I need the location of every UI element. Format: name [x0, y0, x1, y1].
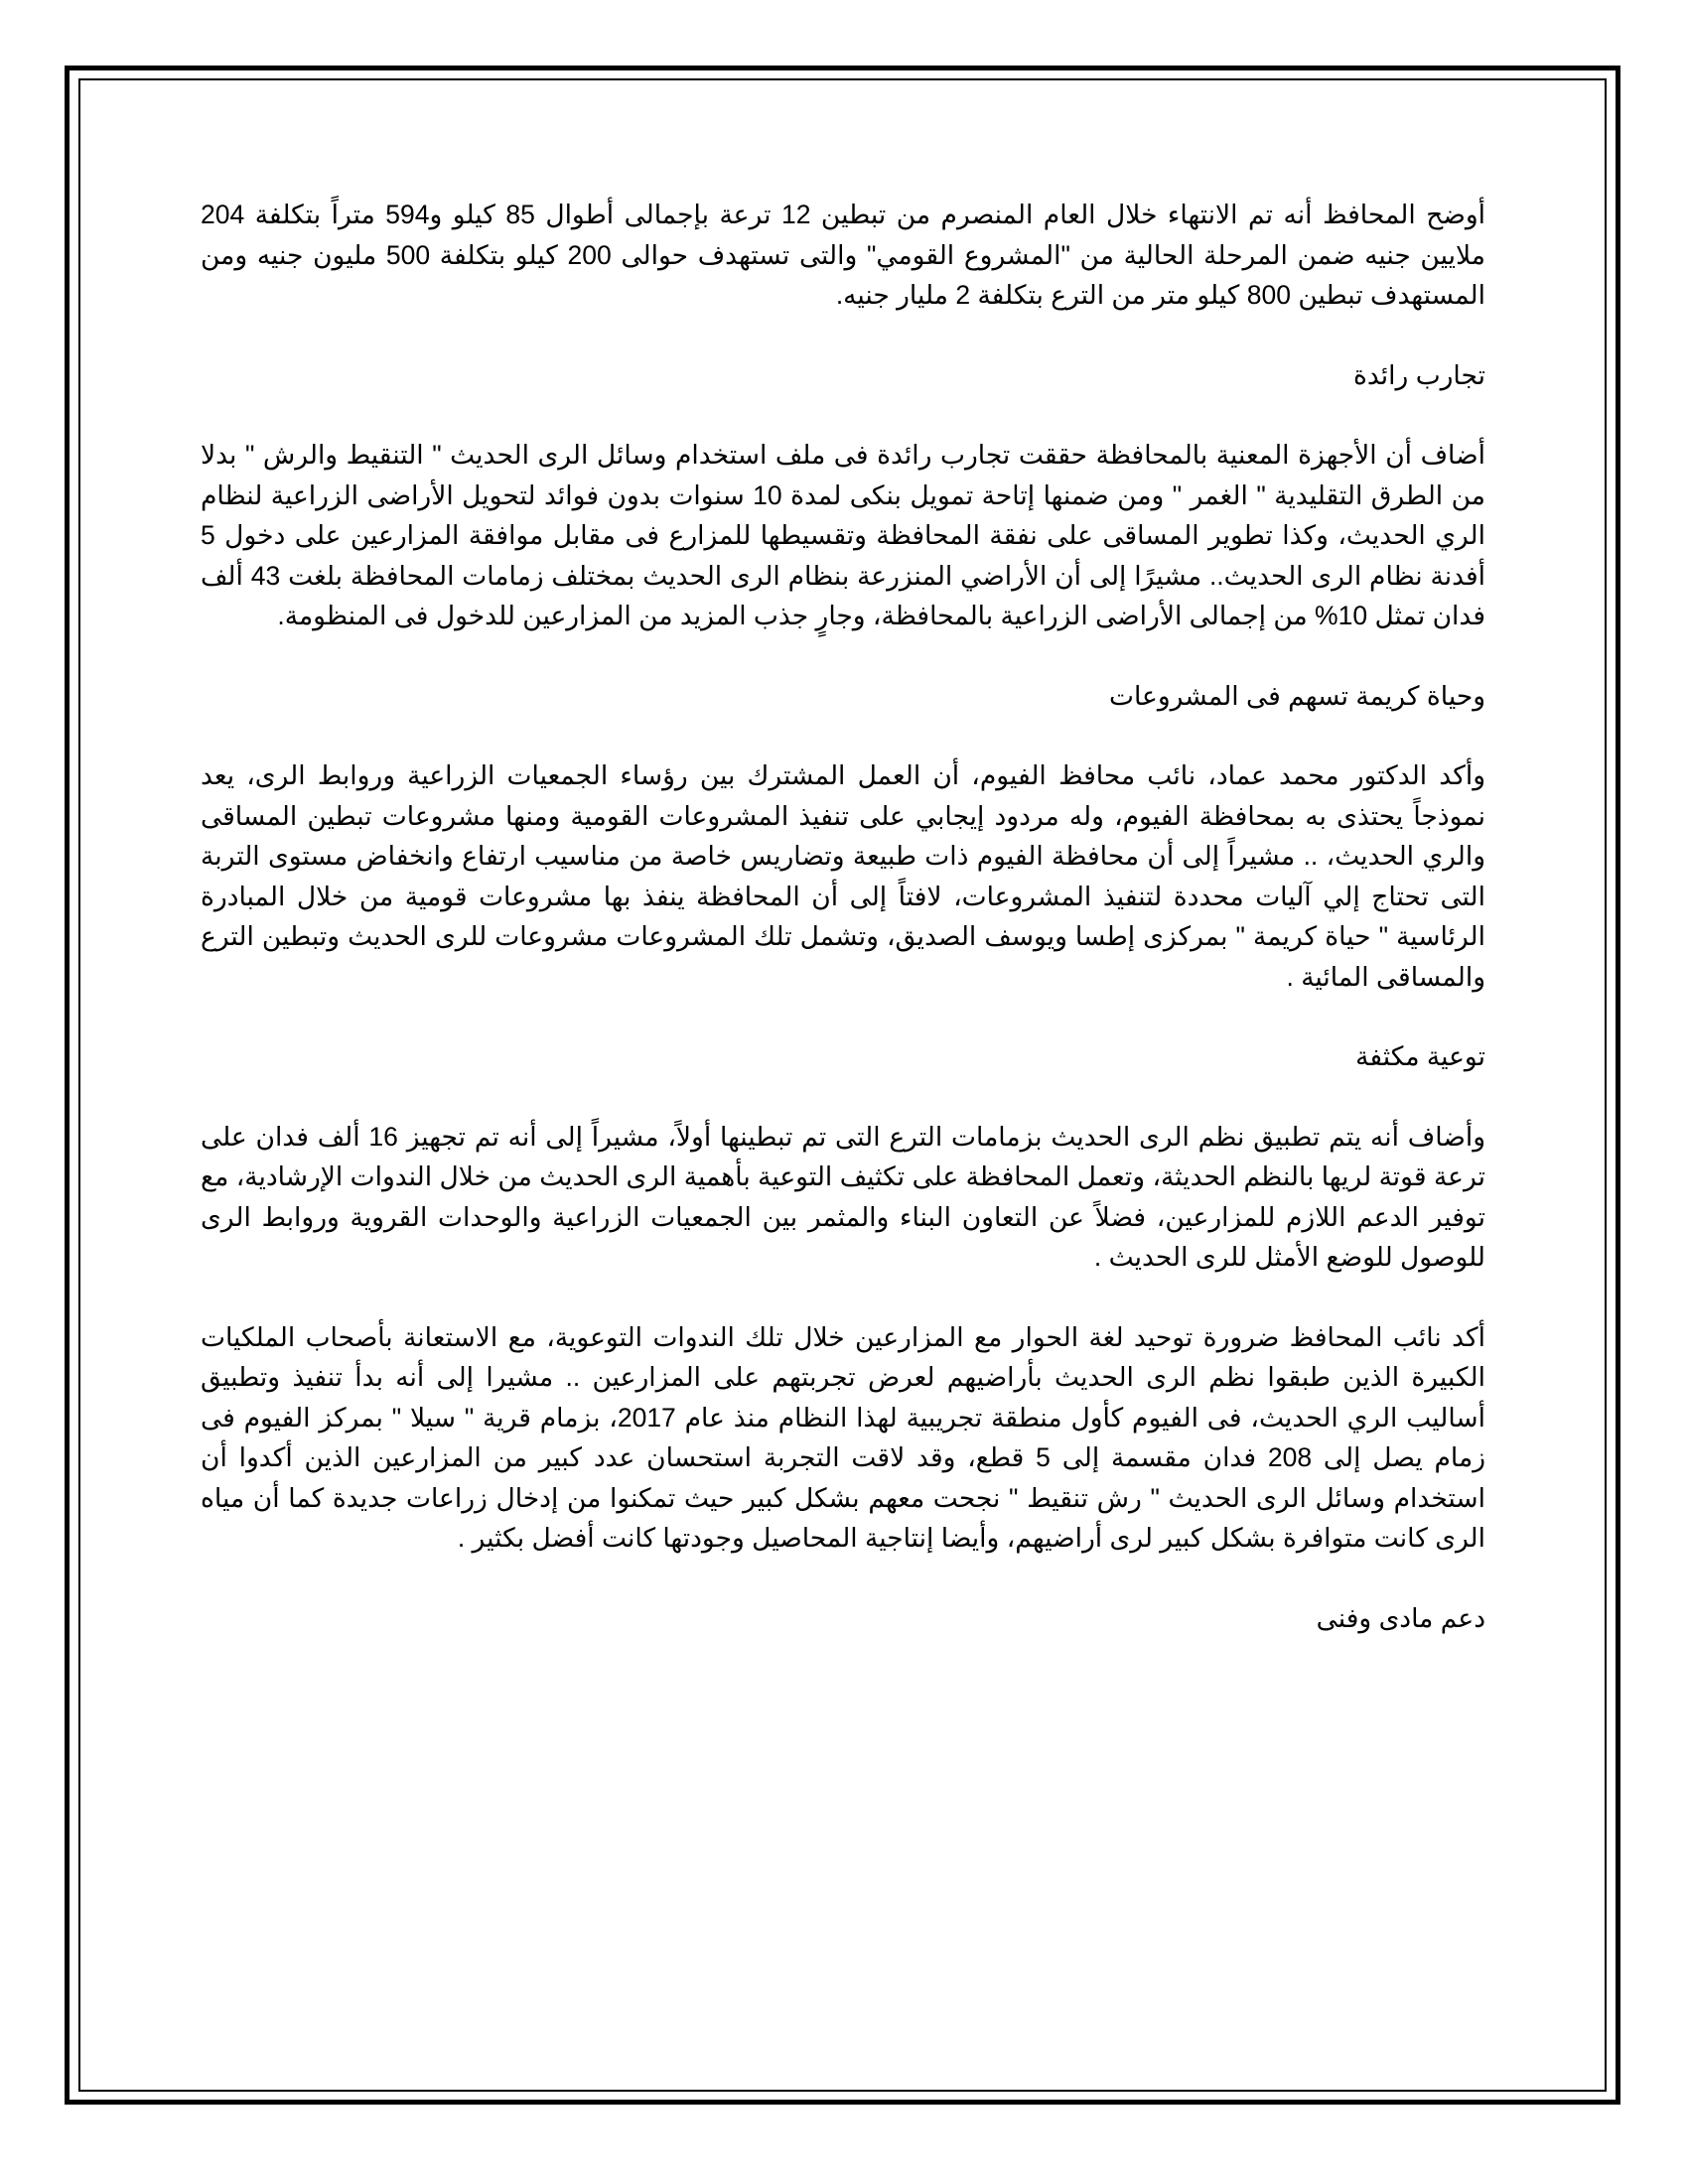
heading-decent-life: وحياة كريمة تسهم فى المشروعات [1109, 680, 1485, 711]
heading-material-technical-support: دعم مادى وفنى [1316, 1602, 1485, 1633]
paragraph-deputy-governor: وأكد الدكتور محمد عماد، نائب محافظ الفيوم، أن العمل المشترك بين رؤساء الجمعيات الزراعية وروابط الرى، يعد نموذجاً يحتذى به بمحافظة الفيوم، وله مردود إيجابي على تنفيذ المشروعات القومية ومنها مشروعات تبطين المساقى والري الحديث، .. مشيراً إلى أن محافظة الفيوم ذات طبيعة وتضاريس خاصة من مناسيب ارتفاع وانخفاض مستوى التربة التى تحتاج إلي آليات محددة لتنفيذ المشروعات، لافتاً إلى أن المحافظة ينفذ بها مشروعات قومية من خلال المبادرة الرئاسية " حياة كريمة " بمركزى إطسا ويوسف الصديق، وتشمل تلك المشروعات مشروعات للرى الحديث وتبطين الترع والمساقى المائية . [201, 760, 1485, 992]
paragraph-canal-lining: أوضح المحافظ أنه تم الانتهاء خلال العام المنصرم من تبطين 12 ترعة بإجمالى أطوال 85 كيلو و594 متراً بتكلفة 204 ملايين جنيه ضمن المرحلة الحالية من "المشروع القومي" والتى تستهدف حوالى 200 كيلو بتكلفة 500 مليون جنيه ومن المستهدف تبطين 800 كيلو متر من الترع بتكلفة 2 مليار جنيه. [201, 200, 1485, 310]
heading-pioneering-experiences: تجارب رائدة [1353, 359, 1485, 390]
heading-intensive-awareness: توعية مكثفة [1355, 1041, 1485, 1071]
paragraph-pilot-experiment: أكد نائب المحافظ ضرورة توحيد لغة الحوار مع المزارعين خلال تلك الندوات التوعوية، مع الاستعانة بأصحاب الملكيات الكبيرة الذين طبقوا نظم الرى الحديث بأراضيهم لعرض تجربتهم على المزارعين .. مشيرا إلى أنه بدأ تنفيذ وتطبيق أساليب الري الحديث، فى الفيوم كأول منطقة تجريبية لهذا النظام منذ عام 2017، بزمام قرية " سيلا " بمركز الفيوم فى زمام يصل إلى 208 فدان مقسمة إلى 5 قطع، وقد لاقت التجربة استحسان عدد كبير من المزارعين الذين أكدوا أن استخدام وسائل الرى الحديث " رش تنقيط " نجحت معهم بشكل كبير حيث تمكنوا من إدخال زراعات جديدة كما أن مياه الرى كانت متوافرة بشكل كبير لرى أراضيهم، وأيضا إنتاجية المحاصيل وجودتها كانت أفضل بكثير . [201, 1321, 1485, 1553]
paragraph-awareness-seminars: وأضاف أنه يتم تطبيق نظم الرى الحديث بزمامات الترع التى تم تبطينها أولاً، مشيراً إلى أنه تم تجهيز 16 ألف فدان على ترعة قوتة لريها بالنظم الحديثة، وتعمل المحافظة على تكثيف التوعية بأهمية الرى الحديث من خلال الندوات الإرشادية، مع توفير الدعم اللازم للمزارعين، فضلاً عن التعاون البناء والمثمر بين الجمعيات الزراعية والوحدات القروية وروابط الرى للوصول للوضع الأمثل للرى الحديث . [201, 1121, 1485, 1272]
paragraph-modern-irrigation: أضاف أن الأجهزة المعنية بالمحافظة حققت تجارب رائدة فى ملف استخدام وسائل الرى الحديث " التنقيط والرش " بدلا من الطرق التقليدية " الغمر " ومن ضمنها إتاحة تمويل بنكى لمدة 10 سنوات بدون فوائد لتحويل الأراضى الزراعية لنظام الري الحديث، وكذا تطوير المساقى على نفقة المحافظة وتقسيطها للمزارع فى مقابل موافقة المزارعين على دخول 5 أفدنة نظام الرى الحديث.. مشيرًا إلى أن الأراضي المنزرعة بنظام الرى الحديث بمختلف زمامات المحافظة بلغت 43 ألف فدان تمثل 10% من إجمالى الأراضى الزراعية بالمحافظة، وجارٍ جذب المزيد من المزارعين للدخول فى المنظومة. [201, 440, 1486, 630]
article-body [201, 195, 1485, 1678]
